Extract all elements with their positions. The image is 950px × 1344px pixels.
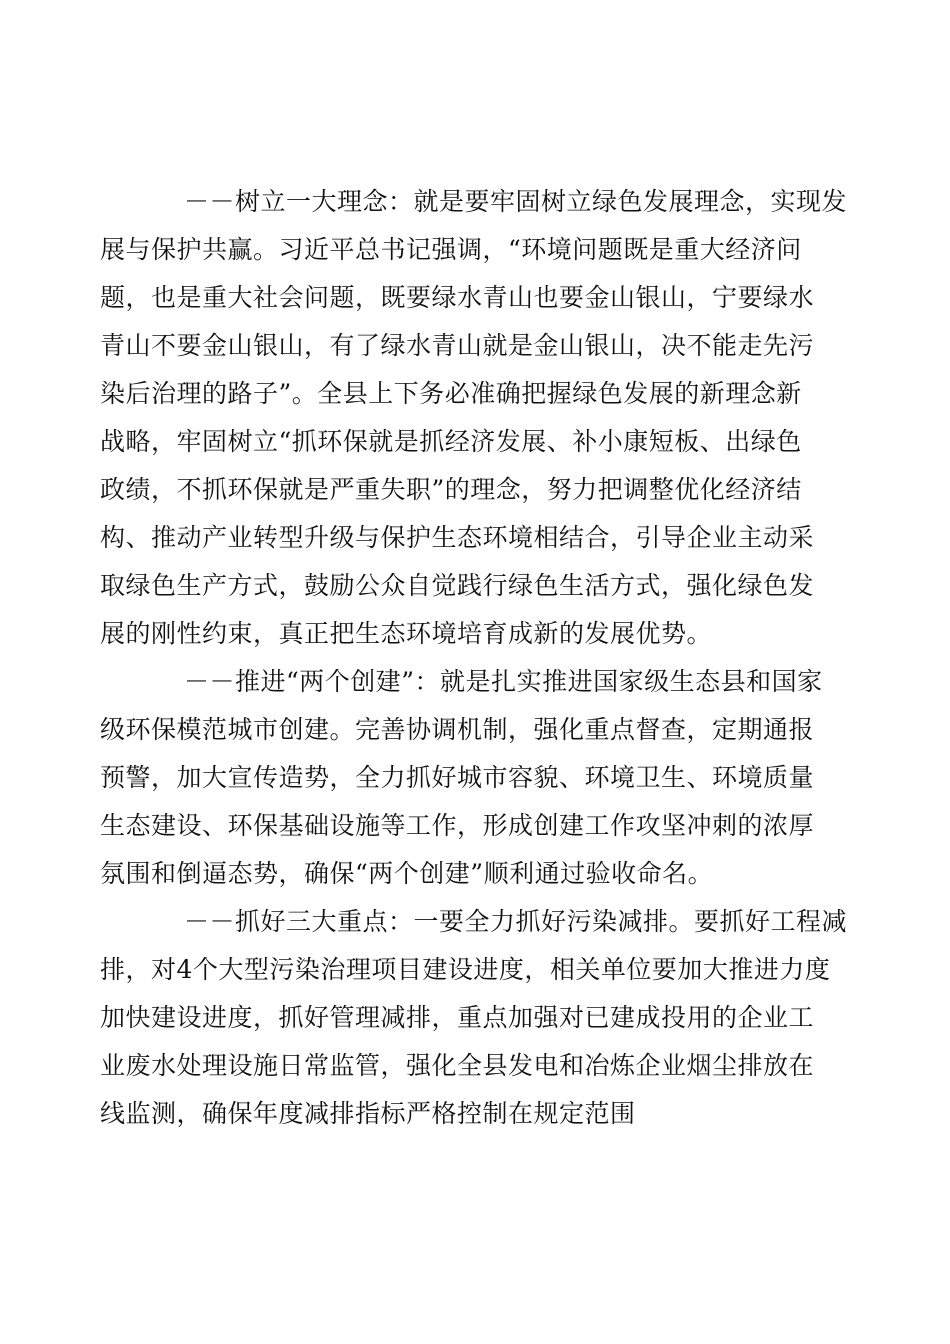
text-line: 取绿色生产方式，鼓励公众自觉践行绿色生活方式，强化绿色发 [100, 571, 815, 600]
text-line: 染后治理的路子”。全县上下务必准确把握绿色发展的新理念新 [100, 379, 802, 408]
text-line: 线监测，确保年度减排指标严格控制在规定范围 [100, 1099, 636, 1128]
text-line: －－推进“两个创建”：就是扎实推进国家级生态县和国家 [184, 667, 823, 696]
text-line: 排，对4个大型污染治理项目建设进度，相关单位要加大推进力度 [100, 955, 831, 984]
text-line: 题，也是重大社会问题，既要绿水青山也要金山银山，宁要绿水 [100, 283, 815, 312]
document-body [100, 178, 850, 1138]
text-line: 展与保护共赢。习近平总书记强调，“环境问题既是重大经济问 [100, 235, 802, 264]
text-line: 政绩，不抓环保就是严重失职”的理念，努力把调整优化经济结 [100, 475, 802, 504]
paragraph-3 [100, 898, 850, 1138]
text-line: 展的刚性约束，真正把生态环境培育成新的发展优势。 [100, 619, 713, 648]
text-line: －－抓好三大重点：一要全力抓好污染减排。要抓好工程减 [184, 907, 848, 936]
paragraph-2 [100, 658, 850, 898]
text-line: 青山不要金山银山，有了绿水青山就是金山银山，决不能走先污 [100, 331, 815, 360]
text-line: 加快建设进度，抓好管理减排，重点加强对已建成投用的企业工 [100, 1003, 815, 1032]
text-line: 级环保模范城市创建。完善协调机制，强化重点督查，定期通报 [100, 715, 815, 744]
text-line: 战略，牢固树立“抓环保就是抓经济发展、补小康短板、出绿色 [100, 427, 802, 456]
text-line: －－树立一大理念：就是要牢固树立绿色发展理念，实现发 [184, 187, 848, 216]
text-line: 业废水处理设施日常监管，强化全县发电和冶炼企业烟尘排放在 [100, 1051, 815, 1080]
text-line: 生态建设、环保基础设施等工作，形成创建工作攻坚冲刺的浓厚 [100, 811, 815, 840]
text-line: 氛围和倒逼态势，确保“两个创建”顺利通过验收命名。 [100, 859, 714, 888]
paragraph-1 [100, 178, 850, 658]
text-line: 构、推动产业转型升级与保护生态环境相结合，引导企业主动采 [100, 523, 815, 552]
text-line: 预警，加大宣传造势，全力抓好城市容貌、环境卫生、环境质量 [100, 763, 815, 792]
